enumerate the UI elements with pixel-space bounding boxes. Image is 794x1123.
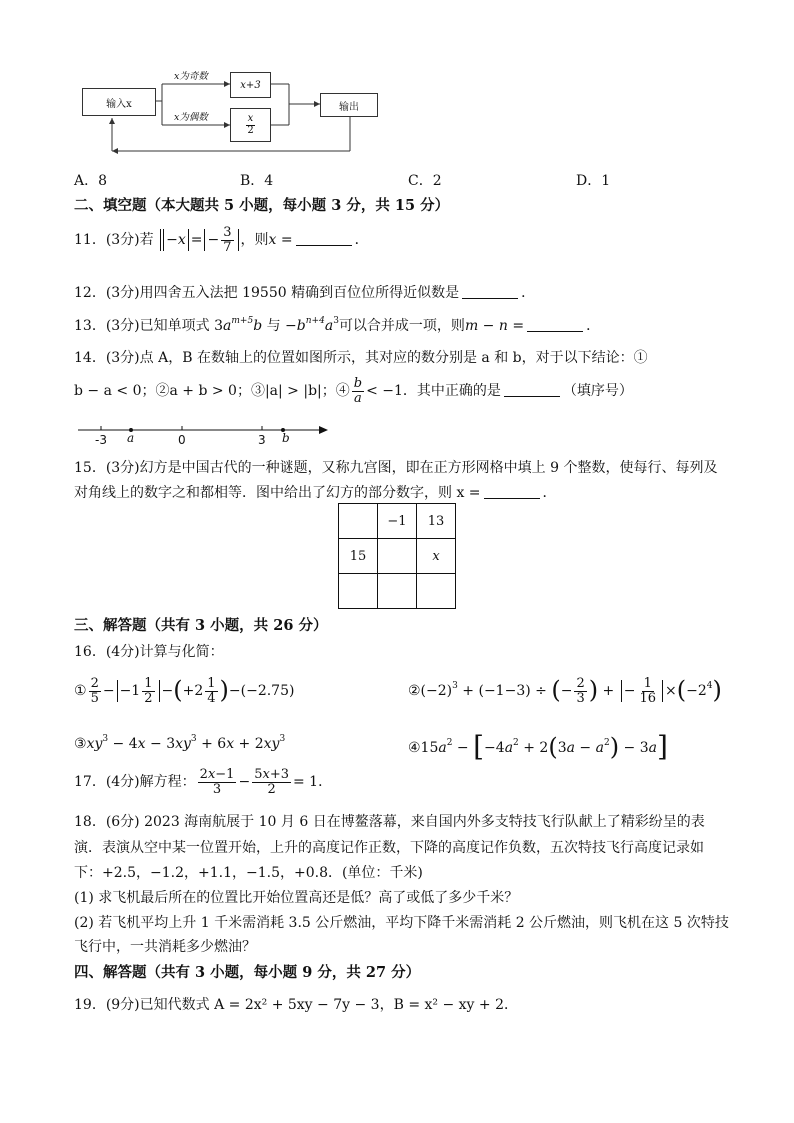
magic-cell [339, 504, 378, 539]
nl-label-0: 0 [178, 433, 186, 447]
magic-cell: x [417, 539, 456, 574]
q13: 13．(3分)已知单项式 $3a^{m+5}b$ 与 $-b^{n+4}a^3$可以合并成一项，则m − n = ． [74, 316, 601, 334]
magic-cell [339, 574, 378, 609]
number-line-axis [0, 0, 794, 460]
magic-cell [417, 574, 456, 609]
q10-option-a[interactable]: A．8 [74, 173, 108, 189]
q18-line1: 18．(6分) 2023 海南航展于 10 月 6 日在博鳌落幕，来自国内外多支特技飞行队献上了精彩纷呈的表 [74, 814, 705, 830]
q18-line3: 下：+2.5，−1.2，+1.1，−1.5，+0.8．(单位：千米) [74, 865, 423, 881]
q14-line2: b − a < 0；②a + b > 0；③|a| > |b|；④ $\frac{b}{a}$ < −1．其中正确的是 （填序号） [74, 376, 633, 406]
q16-expr-3: $③xy^3 - 4x - 3xy^3 + 6x + 2xy^3$ [74, 734, 286, 752]
q12: 12．(3分)用四舍五入法把 19550 精确到百位位所得近似数是 ． [74, 285, 536, 301]
q10-option-d[interactable]: D．1 [576, 173, 611, 189]
q15-line1: 15．(3分)幻方是中国古代的一种谜题，又称九宫图，即在正方形网格中填上 9 个整数，使每行、每列及 [74, 460, 718, 476]
magic-cell [378, 539, 417, 574]
flow-even-num: x [247, 113, 254, 124]
q15-line2: 对角线上的数字之和都相等．图中给出了幻方的部分数字，则 x = ． [74, 485, 557, 501]
section4-title: 四、解答题（共有 3 小题，每小题 9 分，共 27 分） [74, 964, 421, 981]
q17: 17．(4分)解方程： $\frac{2x-1}{3}$ − $\frac{5x+3}{2}$ = 1． [74, 767, 333, 797]
magic-cell: 13 [417, 504, 456, 539]
q11: 11．(3分)若 −x = − $\frac{3}{7}$ ，则x = ． [74, 225, 369, 255]
flow-output-label: 输出 [339, 101, 359, 113]
q16-expr-1: ① $\frac{2}{5}$ − −1 $\frac{1}{2}$ −(+2 $\frac{1}{4}$ )−(−2.75) [74, 675, 295, 706]
q16-expr-4: $④15a^2 - [-4a^2 + 2(3a - a^2) - 3a]$ [408, 730, 668, 763]
nl-label-3: 3 [258, 433, 266, 447]
magic-cell: 15 [339, 539, 378, 574]
magic-cell [378, 574, 417, 609]
section2-title: 二、填空题（本大题共 5 小题，每小题 3 分，共 15 分） [74, 197, 450, 214]
magic-cell: −1 [378, 504, 417, 539]
flow-even-den: 2 [247, 124, 254, 136]
q10-option-c[interactable]: C．2 [408, 173, 442, 189]
q15-answer-blank[interactable] [484, 484, 540, 499]
q14-line1: 14．(3分)点 A，B 在数轴上的位置如图所示，其对应的数分别是 a 和 b，对于以下结论：① [74, 350, 648, 366]
flow-input-label: 输入x [106, 98, 132, 110]
flow-even-label: x为偶数 [174, 112, 208, 123]
q18-sub2b: 飞行中，一共消耗多少燃油？ [74, 939, 256, 955]
q16-expr-2: $②(-2)^3 + (-1-3)$ ÷ (− $\frac{2}{3}$ ) + − $\frac{1}{16}$ $\times(-2^4)$ [408, 675, 722, 706]
magic-square [338, 503, 456, 609]
q18-sub2a: (2) 若飞机平均上升 1 千米需消耗 3.5 公斤燃油，平均下降千米需消耗 2 公斤燃油，则飞机在这 5 次特技 [74, 915, 729, 931]
q16-title: 16．(4分)计算与化简： [74, 644, 224, 660]
flow-odd-op: x+3 [240, 79, 261, 91]
nl-label-neg3: -3 [95, 433, 107, 447]
nl-label-b: b [282, 431, 290, 445]
section3-title: 三、解答题（共有 3 小题，共 26 分） [74, 617, 328, 634]
q10-option-b[interactable]: B．4 [240, 173, 274, 189]
nl-label-a: a [127, 431, 135, 445]
q18-line2: 演．表演从空中某一位置开始，上升的高度记作正数，下降的高度记作负数，五次特技飞行高度记录如 [74, 840, 704, 856]
flow-odd-label: x为奇数 [174, 71, 208, 82]
q19: 19．(9分)已知代数式 A = 2x² + 5xy − 7y − 3，B = x² − xy + 2． [74, 997, 518, 1013]
q18-sub1: (1) 求飞机最后所在的位置比开始位置高还是低？高了或低了多少千米？ [74, 890, 519, 906]
